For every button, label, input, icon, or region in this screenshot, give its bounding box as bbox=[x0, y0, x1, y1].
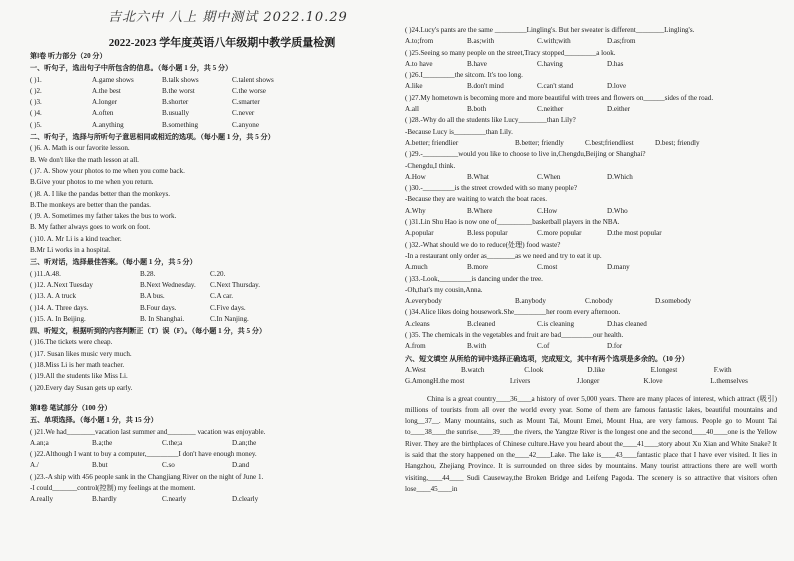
option-d: D.like bbox=[587, 365, 605, 374]
spacer bbox=[30, 394, 395, 402]
option-n: A.an;a bbox=[30, 438, 49, 447]
option-c: C.the worse bbox=[232, 86, 266, 95]
question-line: ( )6. A. Math is our favorite lesson. bbox=[30, 144, 130, 153]
option-row bbox=[405, 341, 777, 352]
option-row bbox=[405, 172, 777, 183]
question-line: ( )21.We had________vacation last summer and________ vacation was enjoyable. bbox=[30, 427, 266, 436]
option-b: B.as;with bbox=[467, 37, 494, 46]
option-e: E.longest bbox=[650, 365, 678, 374]
option-n: A.better; friendlier bbox=[405, 138, 459, 147]
option-c: C.Five days. bbox=[210, 303, 246, 312]
option-b: B.both bbox=[467, 105, 487, 114]
question-line: ( )35. The chemicals in the vegetables and fruit are bad_________our health. bbox=[405, 331, 624, 340]
question-line: ( )10. A. Mr Li is a kind teacher. bbox=[30, 234, 122, 243]
question-line: B. My father always goes to work on foot. bbox=[30, 223, 151, 232]
option-row bbox=[405, 59, 777, 70]
option-row bbox=[30, 75, 395, 86]
option-c: C.A car. bbox=[210, 292, 234, 301]
question-line: -I could_______control(控制) my feelings at the moment. bbox=[30, 483, 196, 492]
option-n: A.like bbox=[405, 82, 423, 91]
option-c: C.best;friendliest bbox=[585, 138, 634, 147]
option-b: B.don't mind bbox=[467, 82, 504, 91]
option-n: A.West bbox=[405, 365, 426, 374]
option-c: C.nearly bbox=[162, 495, 187, 504]
option-n: ( )1. bbox=[30, 75, 42, 84]
option-c: C.having bbox=[537, 59, 563, 68]
option-b: B.a;the bbox=[92, 438, 113, 447]
option-n: A.all bbox=[405, 105, 419, 114]
option-n: A.cleans bbox=[405, 319, 430, 328]
option-row bbox=[30, 120, 395, 131]
option-row bbox=[30, 460, 395, 471]
question-line: ( )17. Susan likes music very much. bbox=[30, 349, 132, 358]
option-b: B.better; friendly bbox=[515, 138, 564, 147]
option-c: C.When bbox=[537, 172, 561, 181]
option-c: C.can't stand bbox=[537, 82, 574, 91]
option-c: C.smarter bbox=[232, 98, 260, 107]
left-column bbox=[30, 50, 395, 506]
section-heading: 六、短文填空 从所给的词中选择正确选项，完成短文，其中有两个选项是多余的。（10 分） bbox=[405, 354, 689, 363]
option-n: A.really bbox=[30, 495, 54, 504]
option-c: C.is cleaning bbox=[537, 319, 575, 328]
option-c: C.the;a bbox=[162, 438, 183, 447]
question-line: -Because Lucy is_________than Lily. bbox=[405, 127, 513, 136]
option-b: B.A bus. bbox=[140, 292, 165, 301]
option-b: B.but bbox=[92, 461, 108, 470]
option-d: D.the most popular bbox=[607, 229, 662, 238]
option-b: B.cleaned bbox=[467, 319, 496, 328]
option-row bbox=[405, 262, 777, 273]
option-n: ( )14. A. Three days. bbox=[30, 303, 89, 312]
question-line: ( )26.I_________the sitcom. It's too long. bbox=[405, 71, 523, 80]
option-d: D.somebody bbox=[655, 297, 692, 306]
option-n: A.popular bbox=[405, 229, 434, 238]
option-b: B.Next Wednesday. bbox=[140, 280, 196, 289]
question-line: ( )18.Miss Li is her math teacher. bbox=[30, 361, 125, 370]
option-d: D.Which bbox=[607, 172, 633, 181]
option-row bbox=[405, 104, 777, 115]
question-line: ( )19.All the students like Miss Li. bbox=[30, 372, 128, 381]
option-d: D.best; friendly bbox=[655, 138, 700, 147]
option-row bbox=[30, 303, 395, 314]
option-row bbox=[30, 269, 395, 280]
question-line: ( )7. A. Show your photos to me when you come back. bbox=[30, 166, 185, 175]
question-line: ( )34.Alice likes doing housework.She_________her room every afternoon. bbox=[405, 308, 621, 317]
handwritten-note: 吉北六中 八上 期中测试 2022.10.29 bbox=[108, 10, 348, 25]
option-d: D.clearly bbox=[232, 495, 259, 504]
option-row bbox=[405, 228, 777, 239]
passage bbox=[405, 394, 777, 496]
option-b: B. In Shanghai. bbox=[140, 314, 185, 323]
option-row bbox=[30, 291, 395, 302]
option-c: C.How bbox=[537, 206, 558, 215]
question-line: ( )23.-A ship with 456 people sank in the Changjiang River on the night of June 1. bbox=[30, 472, 264, 481]
option-row bbox=[30, 438, 395, 449]
option-n: A.much bbox=[405, 263, 428, 272]
option-b: B.something bbox=[162, 120, 199, 129]
question-line: B.Mr Li works in a hospital. bbox=[30, 246, 111, 255]
passage-text: China is a great country____36____a history of over 5,000 years. There are many places of interest, which attract (吸引) millions of tourists from all over the world every year. Some of them are famous fantastic lakes, beautiful mountains and long__37__. Many mountains, such as Mount Tai, Mount Emei, Mount Hua, are very famous. People go to Mount Tai to____38____the sunrise.____39____the rivers, the Yangtze River is the longest one and the second____40____one is the Yellow River. They are the birthplaces of Chinese culture.Have you heard about the____41____story about Xu Xian and White Snake? It is said that the story happened on the____42____Lake. The lake is____43____fantastic place that I have ever visited. It lies in Hangzhou, Zhejiang Province. It is surrounded on three sides by mountains. Many tourist attractions there are well worth visiting,____44____ Sudi Causeway,the Broken Bridge and Leifeng Pagoda. The scenery is so attractive that visitors often lose____45____in bbox=[405, 394, 777, 493]
question-line: ( )8. A. I like the pandas better than the monkeys. bbox=[30, 189, 171, 198]
page-title: 2022-2023 学年度英语八年级期中教学质量检测 bbox=[108, 37, 336, 49]
question-line: ( )24.Lucy's pants are the same _________Lingling's. But her sweater is different________Lingling's. bbox=[405, 26, 695, 34]
option-n: A.How bbox=[405, 172, 426, 181]
option-row bbox=[30, 280, 395, 291]
option-a: A.the best bbox=[92, 86, 121, 95]
section-heading: 二、听句子，选择与所听句子意思相同或相近的选项。（每小题 1 分，共 5 分） bbox=[30, 133, 275, 142]
section-heading: 五、单项选择。（每小题 1 分，共 15 分） bbox=[30, 416, 158, 425]
option-d: D.as;from bbox=[607, 37, 636, 46]
option-c: C.with;with bbox=[537, 37, 571, 46]
question-line: B.Give your photos to me when you return. bbox=[30, 178, 154, 187]
option-n: A.Why bbox=[405, 206, 426, 215]
option-a: A.longer bbox=[92, 98, 118, 107]
option-c: C.of bbox=[537, 342, 550, 351]
option-b: B.less popular bbox=[467, 229, 508, 238]
question-line: ( )29.-__________would you like to choose to live in,Chengdu,Beijing or Shanghai? bbox=[405, 150, 646, 159]
option-b: B.Four days. bbox=[140, 303, 177, 312]
option-row bbox=[30, 494, 395, 505]
option-n: ( )12. A.Next Tuesday bbox=[30, 280, 93, 289]
option-row bbox=[405, 138, 777, 149]
option-e: L.themselves bbox=[710, 377, 748, 386]
option-b: B.the worst bbox=[162, 86, 195, 95]
question-line: -Chengdu,I think. bbox=[405, 161, 456, 170]
question-line: ( )20.Every day Susan gets up early. bbox=[30, 383, 133, 392]
option-b: B.watch bbox=[460, 365, 485, 374]
option-row bbox=[405, 36, 777, 47]
option-n: A.to;from bbox=[405, 37, 434, 46]
option-b: B.more bbox=[467, 263, 489, 272]
question-line: -Because they are waiting to watch the boat races. bbox=[405, 195, 548, 204]
section-heading: 第Ⅰ卷 听力部分（20 分） bbox=[30, 52, 107, 60]
option-n: ( )2. bbox=[30, 86, 42, 95]
option-c: C.look bbox=[524, 365, 544, 374]
option-b: I.rivers bbox=[509, 377, 531, 386]
option-c: C.talent shows bbox=[232, 75, 274, 84]
question-line: ( )9. A. Sometimes my father takes the bus to work. bbox=[30, 212, 177, 221]
option-row bbox=[405, 296, 777, 307]
option-row bbox=[30, 108, 395, 119]
option-n: A.to have bbox=[405, 59, 433, 68]
option-c: C.Next Thursday. bbox=[210, 280, 261, 289]
option-c: C.most bbox=[537, 263, 558, 272]
option-row bbox=[405, 365, 777, 376]
question-line: -In a restaurant only order as________as we need and try to eat it up. bbox=[405, 251, 602, 260]
right-column bbox=[405, 25, 777, 495]
option-b: B.shorter bbox=[162, 98, 189, 107]
question-line: ( )31.Lin Shu Hao is now one of__________basketball players in the NBA. bbox=[405, 218, 620, 227]
section-heading: 四、听短文，根据听到的内容判断正（T）误（F）。（每小题 1 分，共 5 分） bbox=[30, 327, 267, 336]
option-n: ( )11.A.48. bbox=[30, 269, 61, 278]
option-c: C.more popular bbox=[537, 229, 582, 238]
option-b: B.anybody bbox=[515, 297, 546, 306]
option-d: D.an;the bbox=[232, 438, 257, 447]
option-row bbox=[30, 86, 395, 97]
option-c: C.In Nanjing. bbox=[210, 314, 249, 323]
option-d: D.Who bbox=[607, 206, 628, 215]
option-c: J.longer bbox=[576, 377, 600, 386]
question-line: ( )22.Although I want to buy a computer,_________I don't have enough money. bbox=[30, 450, 257, 459]
option-c: C.never bbox=[232, 109, 255, 118]
option-d: D.either bbox=[607, 105, 631, 114]
question-line: B.The monkeys are better than the pandas. bbox=[30, 200, 151, 209]
option-d: D.and bbox=[232, 461, 250, 470]
option-d: D.has bbox=[607, 59, 624, 68]
option-c: C.so bbox=[162, 461, 175, 470]
option-b: B.What bbox=[467, 172, 489, 181]
option-b: B.usually bbox=[162, 109, 189, 118]
option-n: ( )4. bbox=[30, 109, 42, 118]
option-d: D.many bbox=[607, 263, 630, 272]
option-b: B.have bbox=[467, 59, 487, 68]
option-a: A.game shows bbox=[92, 75, 134, 84]
section-heading: 三、听对话，选择最佳答案。（每小题 1 分，共 5 分） bbox=[30, 258, 197, 267]
option-d: D.for bbox=[607, 342, 623, 351]
question-line: B. We don't like the math lesson at all. bbox=[30, 155, 139, 164]
option-c: C.nobody bbox=[585, 297, 613, 306]
option-row bbox=[405, 376, 777, 387]
option-d: D.love bbox=[607, 82, 627, 91]
option-row bbox=[30, 97, 395, 108]
question-line: ( )32.-What should we do to reduce(处理) food waste? bbox=[405, 240, 561, 249]
option-n: ( )13. A. A truck bbox=[30, 292, 77, 301]
option-n: ( )15. A. In Beijing. bbox=[30, 314, 86, 323]
option-n: A.from bbox=[405, 342, 426, 351]
option-n: G.AmongH.the most bbox=[405, 377, 465, 386]
option-d: K.love bbox=[643, 377, 663, 386]
question-line: ( )30.-_________is the street crowded with so many people? bbox=[405, 184, 577, 193]
option-c: C.anyone bbox=[232, 120, 259, 129]
option-c: C.neither bbox=[537, 105, 564, 114]
option-row bbox=[405, 206, 777, 217]
question-line: ( )25.Seeing so many people on the street,Tracy stopped_________a look. bbox=[405, 48, 616, 57]
option-f: F.with bbox=[713, 365, 732, 374]
section-heading: 一、听句子，选出句子中所包含的信息。（每小题 1 分，共 5 分） bbox=[30, 64, 233, 73]
option-b: B.Where bbox=[467, 206, 493, 215]
option-n: ( )3. bbox=[30, 98, 42, 107]
option-row bbox=[30, 314, 395, 325]
question-line: -Oh,that's my cousin,Anna. bbox=[405, 285, 483, 294]
option-b: B.28. bbox=[140, 269, 156, 278]
option-n: A.everybody bbox=[405, 297, 442, 306]
option-a: A.often bbox=[92, 109, 114, 118]
option-c: C.20. bbox=[210, 269, 226, 278]
option-row bbox=[405, 319, 777, 330]
option-n: ( )5. bbox=[30, 120, 42, 129]
option-row bbox=[405, 81, 777, 92]
option-d: D.has cleaned bbox=[607, 319, 647, 328]
option-n: A./ bbox=[30, 461, 39, 470]
option-b: B.with bbox=[467, 342, 487, 351]
question-line: ( )27.My hometown is becoming more and more beautiful with trees and flowers on______sides of the road. bbox=[405, 93, 714, 102]
option-a: A.anything bbox=[92, 120, 124, 129]
option-b: B.hardly bbox=[92, 495, 117, 504]
question-line: ( )28.-Why do all the students like Lucy________than Lily? bbox=[405, 116, 576, 125]
question-line: ( )33.-Look,_________is dancing under the tree. bbox=[405, 274, 543, 283]
question-line: ( )16.The tickets were cheap. bbox=[30, 338, 113, 347]
section-heading: 第Ⅱ卷 笔试部分（100 分） bbox=[30, 403, 112, 412]
option-b: B.talk shows bbox=[162, 75, 199, 84]
